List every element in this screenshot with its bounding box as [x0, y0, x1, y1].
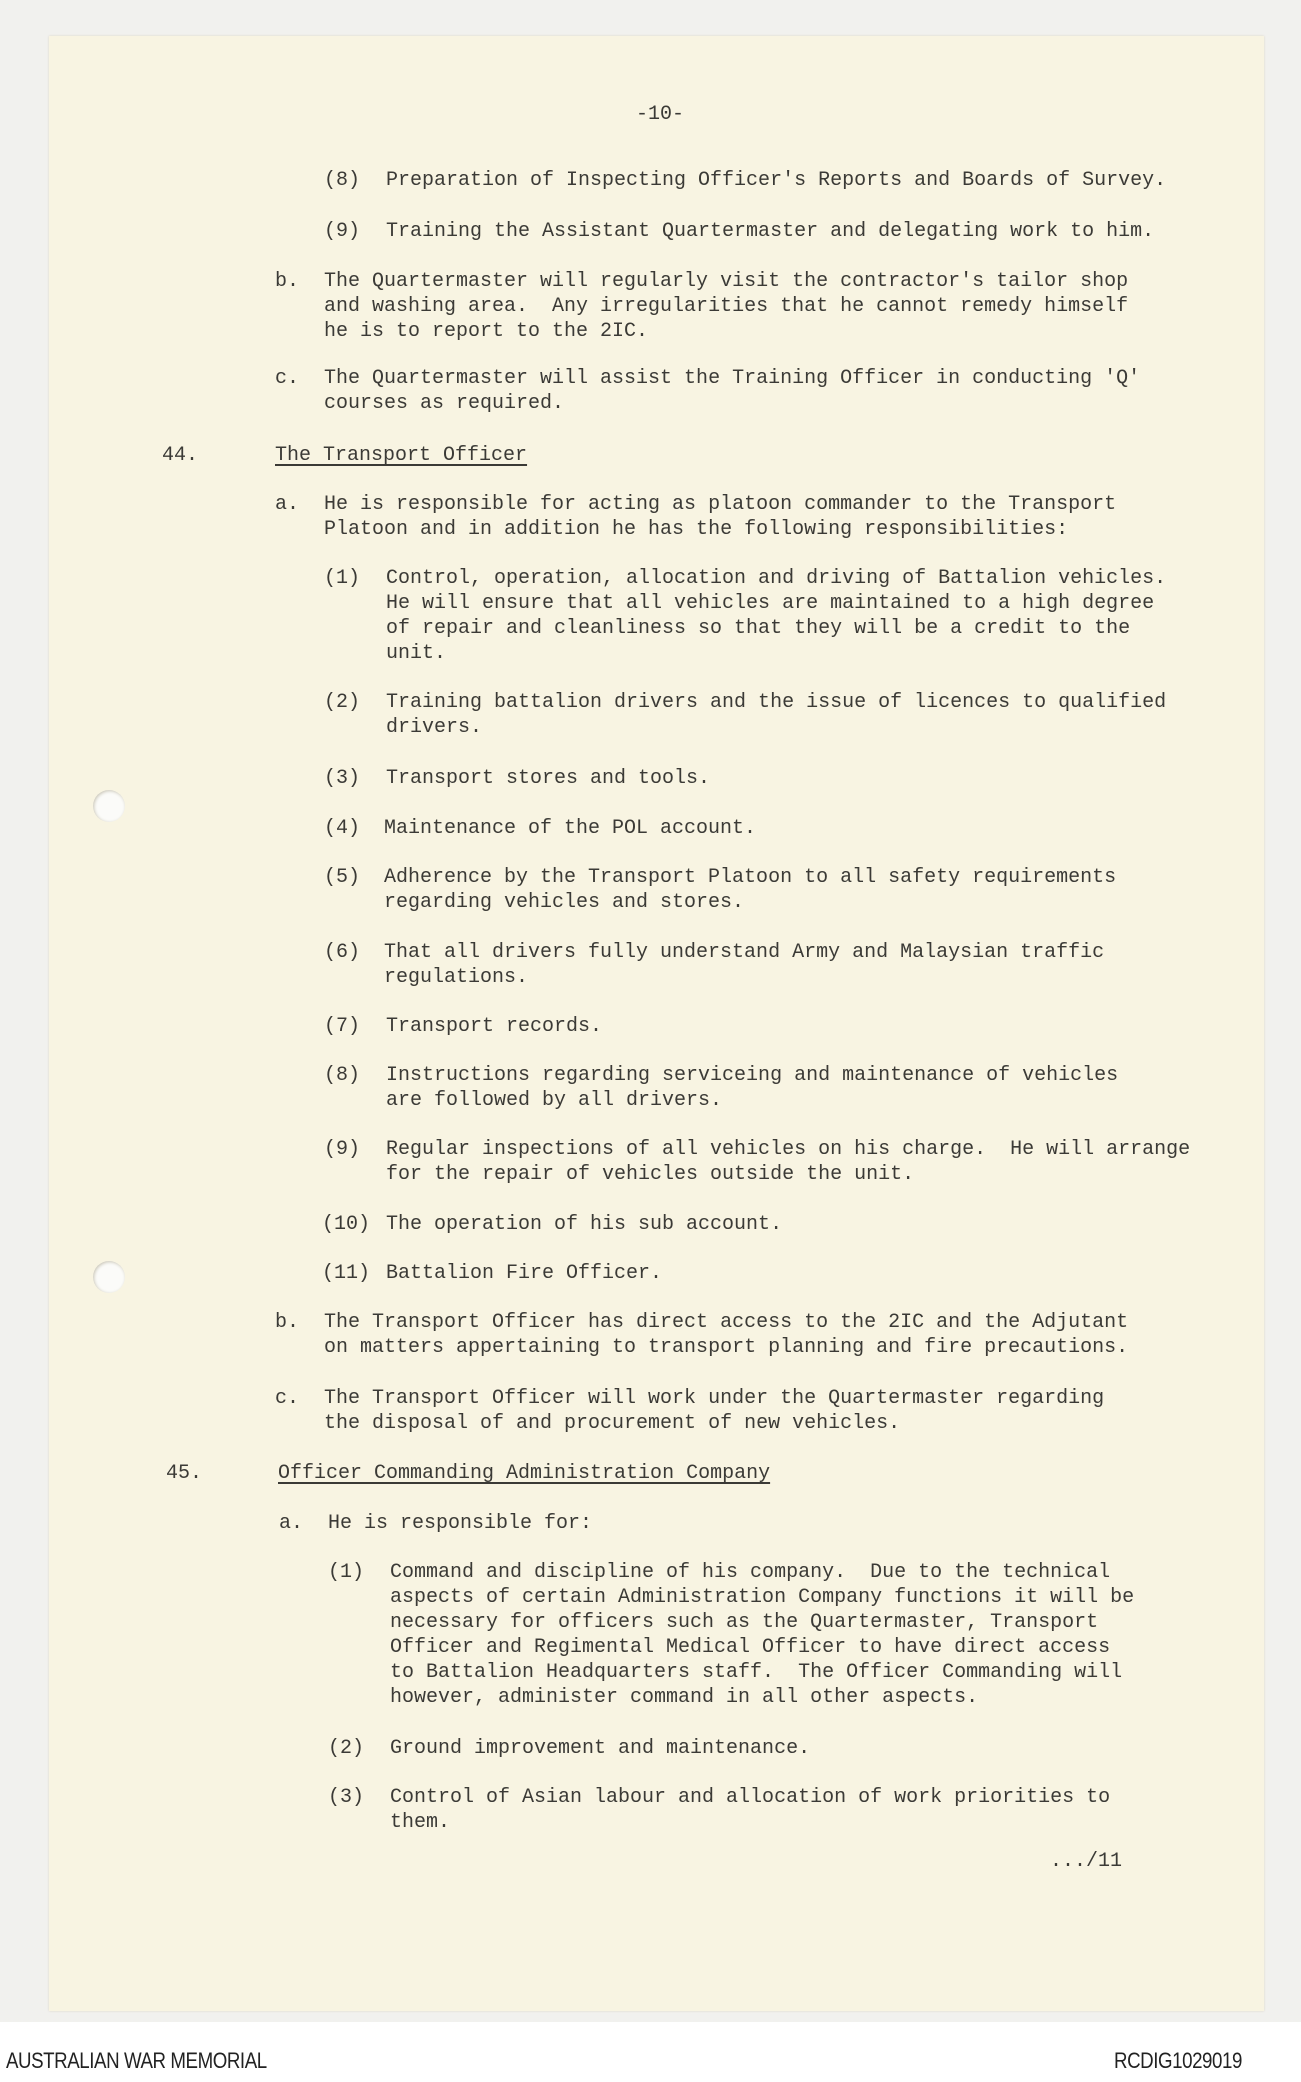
- item-label: (5): [324, 866, 361, 889]
- text-line: Ground improvement and maintenance.: [390, 1737, 811, 1760]
- text-line: Officer and Regimental Medical Officer to have direct access: [390, 1636, 1111, 1659]
- text-line: unit.: [386, 642, 447, 665]
- item-label: (3): [324, 767, 361, 790]
- item-label: (10): [322, 1213, 371, 1236]
- item-label: (9): [324, 220, 361, 243]
- text-line: The Transport Officer will work under the Quartermaster regarding: [324, 1387, 1105, 1410]
- item-label: (6): [324, 941, 361, 964]
- text-line: Adherence by the Transport Platoon to all safety requirements: [384, 866, 1117, 889]
- item-label: (2): [328, 1737, 365, 1760]
- section-title: The Transport Officer: [275, 444, 528, 467]
- item-text: [390, 1560, 1134, 1710]
- text-line: Training the Assistant Quartermaster and delegating work to him.: [386, 220, 1155, 243]
- item-label: (8): [324, 1064, 361, 1087]
- text-line: on matters appertaining to transport planning and fire precautions.: [324, 1336, 1129, 1359]
- page-number: -10-: [636, 103, 685, 126]
- item-label: (7): [324, 1015, 361, 1038]
- footer-catalogue-id: RCDIG1029019: [1114, 2048, 1242, 2073]
- item-text: [324, 366, 1140, 416]
- text-line: to Battalion Headquarters staff. The Officer Commanding will: [390, 1661, 1123, 1684]
- item-text: [390, 1736, 810, 1761]
- text-line: He is responsible for:: [328, 1512, 593, 1535]
- text-line: courses as required.: [324, 392, 565, 415]
- section-number: 45.: [166, 1462, 203, 1485]
- text-line: Training battalion drivers and the issue of licences to qualified: [386, 691, 1167, 714]
- item-label: c.: [275, 367, 300, 390]
- text-line: Control, operation, allocation and driving of Battalion vehicles.: [386, 567, 1167, 590]
- item-text: [384, 940, 1104, 990]
- item-text: [386, 219, 1154, 244]
- text-line: That all drivers fully understand Army and Malaysian traffic: [384, 941, 1105, 964]
- footer-institution: AUSTRALIAN WAR MEMORIAL: [6, 2048, 267, 2073]
- text-line: The Transport Officer has direct access to the 2IC and the Adjutant: [324, 1311, 1129, 1334]
- item-label: (11): [322, 1262, 371, 1285]
- punch-hole: [93, 1261, 125, 1293]
- item-text: [384, 816, 756, 841]
- text-line: drivers.: [386, 716, 483, 739]
- item-label: (8): [324, 169, 361, 192]
- text-line: He is responsible for acting as platoon commander to the Transport: [324, 493, 1117, 516]
- text-line: aspects of certain Administration Company functions it will be: [390, 1586, 1135, 1609]
- text-line: regulations.: [384, 966, 529, 989]
- section-number: 44.: [162, 444, 199, 467]
- text-line: The operation of his sub account.: [386, 1213, 783, 1236]
- item-text: [324, 492, 1116, 542]
- item-label: b.: [275, 1311, 300, 1334]
- item-text: [386, 690, 1166, 740]
- text-line: the disposal of and procurement of new vehicles.: [324, 1412, 901, 1435]
- item-text: [386, 566, 1166, 666]
- item-text: [386, 1261, 662, 1286]
- punch-hole: [93, 790, 125, 822]
- text-line: Instructions regarding serviceing and maintenance of vehicles: [386, 1064, 1119, 1087]
- item-label: a.: [275, 493, 300, 516]
- item-text: [386, 168, 1166, 193]
- item-text: [390, 1785, 1110, 1835]
- text-line: regarding vehicles and stores.: [384, 891, 745, 914]
- text-line: Preparation of Inspecting Officer's Reports and Boards of Survey.: [386, 169, 1167, 192]
- text-line: Maintenance of the POL account.: [384, 817, 757, 840]
- item-text: [324, 1310, 1128, 1360]
- item-text: [328, 1511, 592, 1536]
- item-text: [275, 443, 527, 468]
- text-line: and washing area. Any irregularities that he cannot remedy himself: [324, 295, 1129, 318]
- item-label: b.: [275, 270, 300, 293]
- text-line: He will ensure that all vehicles are maintained to a high degree: [386, 592, 1155, 615]
- item-label: (9): [324, 1138, 361, 1161]
- text-line: necessary for officers such as the Quartermaster, Transport: [390, 1611, 1099, 1634]
- text-line: Control of Asian labour and allocation of work priorities to: [390, 1786, 1111, 1809]
- item-text: [386, 1137, 1190, 1187]
- text-line: Transport stores and tools.: [386, 767, 711, 790]
- item-text: [386, 1014, 602, 1039]
- text-line: Battalion Fire Officer.: [386, 1262, 663, 1285]
- item-text: [386, 766, 710, 791]
- item-text: [386, 1212, 782, 1237]
- continuation-marker: .../11: [1050, 1850, 1123, 1873]
- text-line: them.: [390, 1811, 451, 1834]
- text-line: of repair and cleanliness so that they will be a credit to the: [386, 617, 1131, 640]
- text-line: Transport records.: [386, 1015, 603, 1038]
- text-line: Command and discipline of his company. Due to the technical: [390, 1561, 1111, 1584]
- item-text: [324, 1386, 1104, 1436]
- item-text: [384, 865, 1116, 915]
- item-text: [386, 1063, 1118, 1113]
- text-line: The Quartermaster will regularly visit the contractor's tailor shop: [324, 270, 1129, 293]
- text-line: for the repair of vehicles outside the unit.: [386, 1163, 915, 1186]
- item-text: [324, 269, 1128, 344]
- item-text: [278, 1461, 770, 1486]
- text-line: he is to report to the 2IC.: [324, 320, 649, 343]
- text-line: Regular inspections of all vehicles on his charge. He will arrange: [386, 1138, 1191, 1161]
- text-line: Platoon and in addition he has the following responsibilities:: [324, 518, 1069, 541]
- item-label: (2): [324, 691, 361, 714]
- item-label: c.: [275, 1387, 300, 1410]
- section-title: Officer Commanding Administration Company: [278, 1462, 771, 1485]
- text-line: however, administer command in all other aspects.: [390, 1686, 979, 1709]
- item-label: a.: [279, 1512, 304, 1535]
- item-label: (1): [328, 1561, 365, 1584]
- item-label: (4): [324, 817, 361, 840]
- item-label: (3): [328, 1786, 365, 1809]
- text-line: The Quartermaster will assist the Training Officer in conducting 'Q': [324, 367, 1141, 390]
- text-line: are followed by all drivers.: [386, 1089, 723, 1112]
- item-label: (1): [324, 567, 361, 590]
